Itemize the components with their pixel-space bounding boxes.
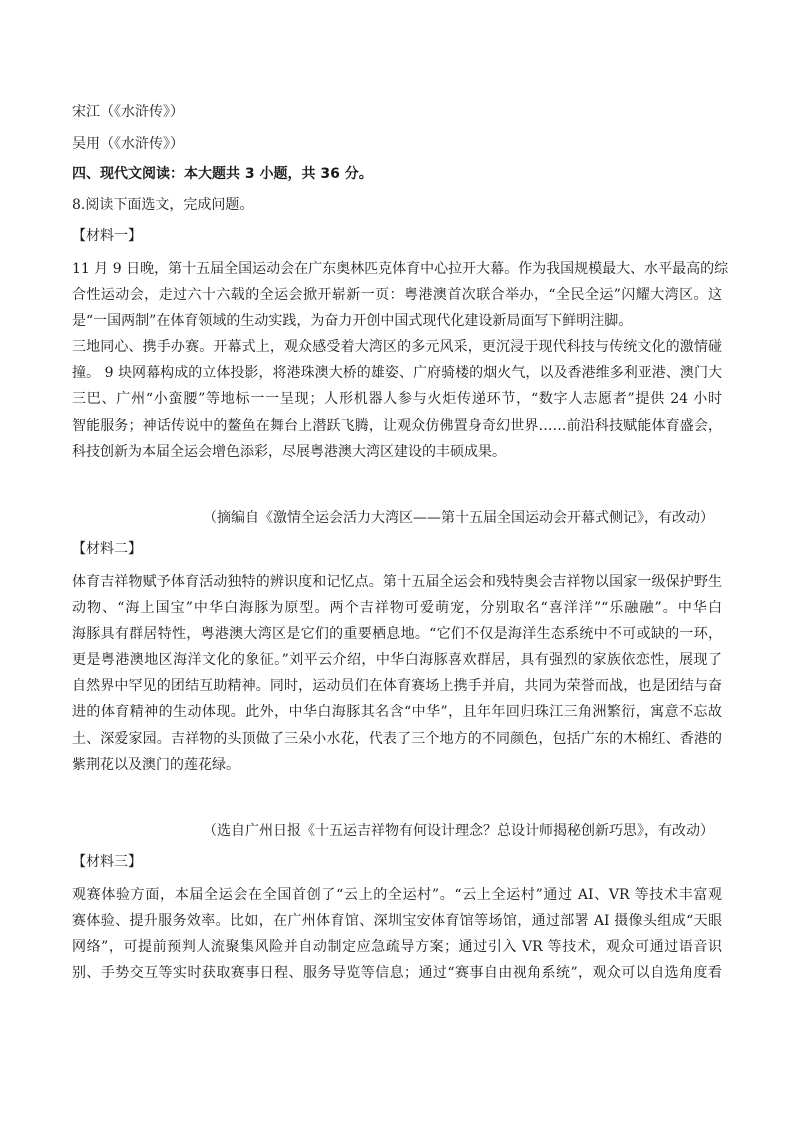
material3-line: 赛体验、提升服务效率。比如，在广州体育馆、深圳宝安体育馆等场馆，通过部署 AI 摄像头组成“天眼 <box>72 913 722 930</box>
material1-line: 三地同心、携手办赛。开幕式上，观众感受着大湾区的多元风采，更沉浸于现代科技与传统文化的激情碰 <box>72 339 722 356</box>
material2-line: 动物、“海上国宝”中华白海豚为原型。两个吉祥物可爱萌宠，分别取名“喜洋洋”“乐融融”。中华白 <box>72 600 722 617</box>
section-heading: 四、现代文阅读：本大题共 3 小题，共 36 分。 <box>72 166 373 182</box>
material2-label: 【材料二】 <box>72 541 142 557</box>
material1-line: 是“一国两制”在体育领域的生动实践，为奋力开创中国式现代化建设新局面写下鲜明注脚。 <box>72 313 633 330</box>
question-prompt: 8.阅读下面选文，完成问题。 <box>72 197 254 213</box>
material2-line: 体育吉祥物赋予体育活动独特的辨识度和记忆点。第十五届全运会和残特奥会吉祥物以国家一级保护野生 <box>72 574 722 590</box>
material1-line: 11 月 9 日晚，第十五届全国运动会在广东奥林匹克体育中心拉开大幕。作为我国规模最大、水平最高的综 <box>72 261 729 277</box>
material1-body <box>72 256 729 465</box>
material1-line: 撞。 9 块网幕构成的立体投影，将港珠澳大桥的雄姿、广府骑楼的烟火气，以及香港维多利亚港、澳门大 <box>72 365 722 382</box>
material1-line: 智能服务；神话传说中的鳌鱼在舞台上潜跃飞腾，让观众仿佛置身奇幻世界……前沿科技赋能体育盛会， <box>72 417 722 434</box>
material2-line: 紫荆花以及澳门的莲花绿。 <box>72 756 240 773</box>
top-item-songjiang: 宋江（《水浒传》） <box>72 104 184 120</box>
material2-source: （选自广州日报《十五运吉祥物有何设计理念？总设计师揭秘创新巧思》，有改动） <box>203 823 714 839</box>
material2-line: 海豚具有群居特性，粤港澳大湾区是它们的重要栖息地。“它们不仅是海洋生态系统中不可或缺的一环， <box>72 626 722 643</box>
material2-line: 土、深爱家园。吉祥物的头顶做了三朵小水花，代表了三个地方的不同颜色，包括广东的木棉红、香港的 <box>72 730 722 747</box>
material1-source: （摘编自《激情全运会活力大湾区——第十五届全国运动会开幕式侧记》，有改动） <box>203 510 714 526</box>
material1-line: 科技创新为本届全运会增色添彩，尽展粤港澳大湾区建设的丰硕成果。 <box>72 443 506 460</box>
material3-label: 【材料三】 <box>72 854 142 870</box>
material1-label: 【材料一】 <box>72 228 142 244</box>
material2-line: 自然界中罕见的团结互助精神。同时，运动员们在体育赛场上携手并肩，共同为荣誉而战，也是团结与奋 <box>72 678 722 695</box>
material2-line: 更是粤港澳地区海洋文化的象征。”刘平云介绍，中华白海豚喜欢群居，具有强烈的家族依恋性，展现了 <box>72 652 722 669</box>
top-item-wuyong: 吴用（《水浒传》） <box>72 136 184 152</box>
material3-body <box>72 882 722 986</box>
material2-line: 进的体育精神的生动体现。此外，中华白海豚其名含“中华”，且年年回归珠江三角洲繁衍，寓意不忘故 <box>72 704 722 721</box>
material1-line: 合性运动会，走过六十六载的全运会掀开崭新一页：粤港澳首次联合举办，“全民全运”闪耀大湾区。这 <box>72 287 722 304</box>
material2-body <box>72 569 722 778</box>
material1-line: 三巴、广州“小蛮腰”等地标一一呈现；人形机器人参与火炬传递环节，“数字人志愿者”提供 24 小时 <box>72 391 722 408</box>
material3-line: 网络”，可提前预判人流聚集风险并自动制定应急疏导方案；通过引入 VR 等技术，观众可通过语音识 <box>72 939 722 956</box>
material3-line: 观赛体验方面，本届全运会在全国首创了“云上的全运村”。“云上全运村”通过 AI、VR 等技术丰富观 <box>72 887 722 903</box>
material3-line: 别、手势交互等实时获取赛事日程、服务导览等信息；通过“赛事自由视角系统”，观众可以自选角度看 <box>72 965 722 982</box>
